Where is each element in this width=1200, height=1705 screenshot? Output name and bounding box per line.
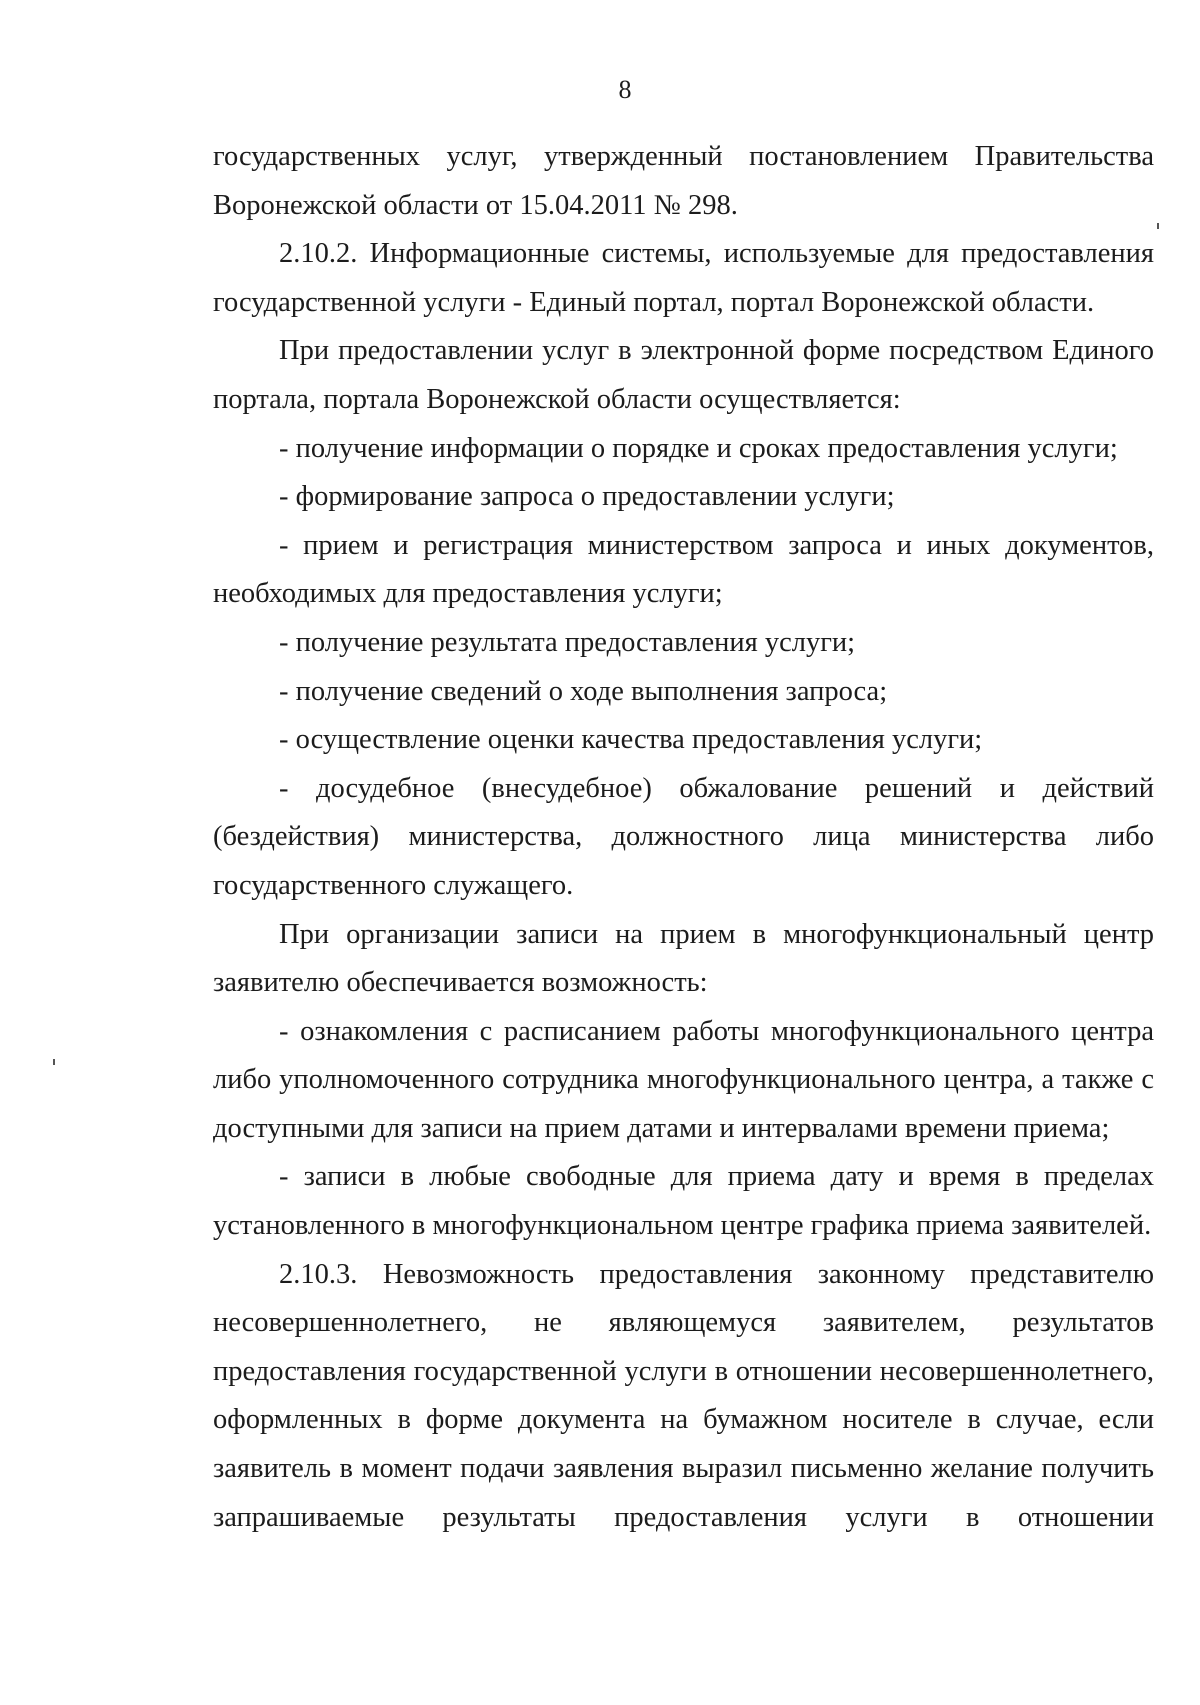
paragraph-continuation: государственных услуг, утвержденный постановлением Правительства Воронежской области от 15.04.2011 № 298. <box>213 141 1154 221</box>
list-item: - досудебное (внесудебное) обжалование решений и действий (бездействия) министерства, должностного лица министерства либо государственного служащего. <box>213 772 1154 901</box>
list-item: - формирование запроса о предоставлении услуги; <box>279 481 895 513</box>
paragraph-2-10-2: 2.10.2. Информационные системы, используемые для предоставления государственной услуги - Единый портал, портал Воронежской области. <box>213 238 1154 318</box>
list-item: - ознакомления с расписанием работы многофункционального центра либо уполномоченного сотрудника многофункционального центра, а также с доступными для записи на прием датами и интервалами времени приема; <box>213 1015 1154 1144</box>
paragraph-2-10-3: 2.10.3. Невозможность предоставления законному представителю несовершеннолетнего, не являющемуся заявителем, результатов предоставления государственной услуги в отношении несовершеннолетнего, оформленных в форме документа на бумажном носителе в случае, если заявитель в момент подачи заявления выразил письменно желание получить запрашиваемые результаты предоставления услуги в отношении <box>213 1258 1154 1533</box>
list-item: - получение информации о порядке и сроках предоставления услуги; <box>279 432 1118 464</box>
list-item: - получение сведений о ходе выполнения запроса; <box>279 675 888 707</box>
list-item: - получение результата предоставления услуги; <box>279 626 856 658</box>
paragraph-electronic-services: При предоставлении услуг в электронной форме посредством Единого портала, портала Воронежской области осуществляется: <box>213 335 1154 415</box>
list-item: - записи в любые свободные для приема дату и время в пределах установленного в многофункциональном центре графика приема заявителей. <box>213 1161 1154 1242</box>
page-number: 8 <box>618 75 632 104</box>
paragraph-mfc-appointment: При организации записи на прием в многофункциональный центр заявителю обеспечивается возможность: <box>213 918 1154 999</box>
document-body <box>213 133 1154 1542</box>
scan-speck <box>1157 223 1159 229</box>
list-item: - осуществление оценки качества предоставления услуги; <box>279 724 983 756</box>
list-item: - прием и регистрация министерством запроса и иных документов, необходимых для предоставления услуги; <box>213 529 1154 610</box>
scan-speck <box>53 1059 55 1065</box>
